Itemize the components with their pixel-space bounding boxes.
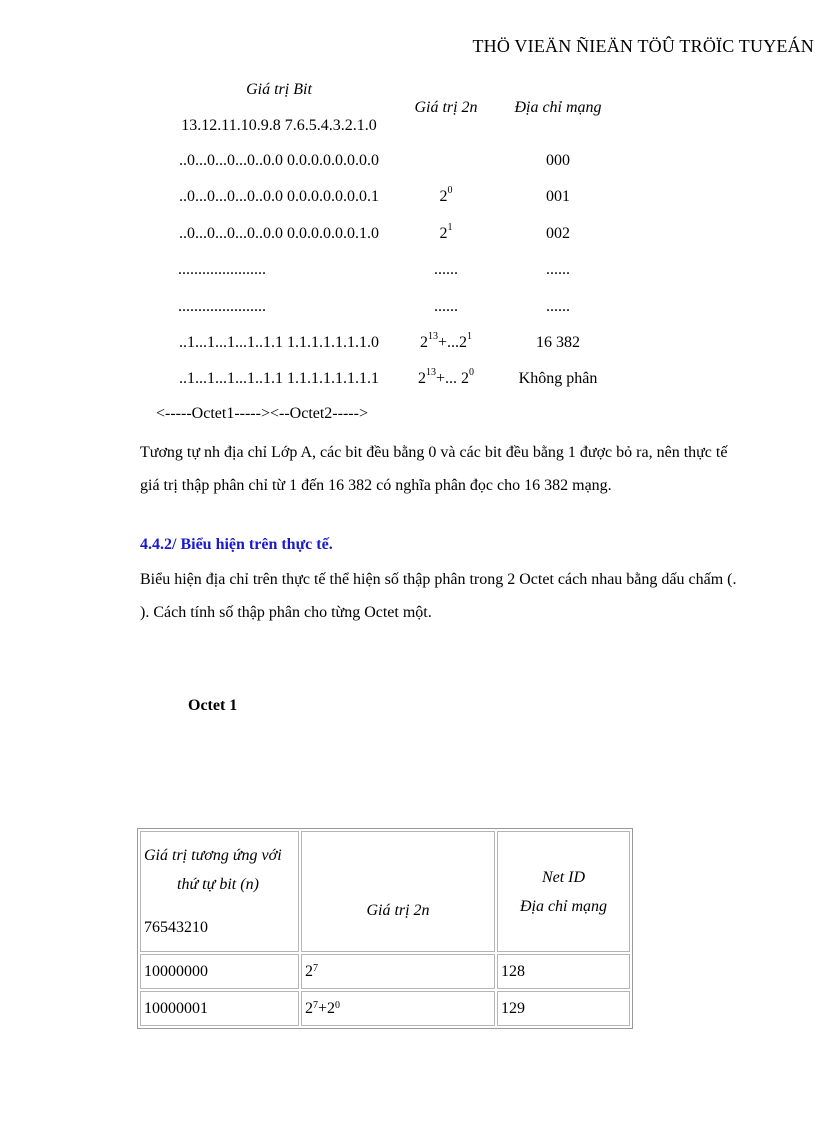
- pow-col-title: Giá trị 2n: [414, 99, 478, 116]
- octet-table: [137, 828, 633, 1029]
- bit-row-addr: 002: [546, 225, 570, 242]
- table-cell-addr: 128: [497, 954, 630, 989]
- bit-row-bits: ......................: [178, 298, 266, 315]
- table-row: [140, 991, 630, 1026]
- table-cell-bits: 10000001: [140, 991, 299, 1026]
- bit-row-pow: ......: [434, 298, 458, 315]
- paragraph-2: Biểu hiện địa chỉ trên thực tế thể hiện số thập phân trong 2 Octet cách nhau bằng dấu chấm (. ). Cách tính số thập phân cho từng Octet một.: [140, 571, 737, 621]
- table-header-bits: [140, 831, 299, 952]
- table-header-netid: [497, 831, 630, 952]
- bit-row-addr: 000: [546, 152, 570, 169]
- bit-row-addr: 16 382: [536, 334, 580, 351]
- bit-col-title: Giá trị Bit: [246, 81, 312, 98]
- table-header-bits-line3: 76543210: [144, 919, 208, 936]
- table-header-netid-line1: Net ID: [541, 868, 586, 886]
- table-header-bits-line2: thứ tự bit (n): [177, 876, 259, 893]
- table-header-netid-line2: Địa chỉ mạng: [519, 897, 608, 915]
- octet-marker: <-----Octet1-----><--Octet2----->: [156, 405, 368, 422]
- bit-col-subtitle: 13.12.11.10.9.8 7.6.5.4.3.2.1.0: [181, 117, 377, 134]
- table-cell-pow: $2^7$: [301, 954, 495, 989]
- bit-row-pow: $2^{13}+$... $2^0$: [417, 367, 475, 387]
- addr-col-title: Địa chỉ mạng: [514, 99, 602, 116]
- table-header-bits-line1: Giá trị tương ứng với: [144, 847, 282, 864]
- table-cell-bits: 10000000: [140, 954, 299, 989]
- bit-row-pow: ......: [434, 261, 458, 278]
- bit-row-bits: ..0...0...0...0..0.0 0.0.0.0.0.0.0.1: [179, 188, 379, 205]
- bit-row-addr: ......: [546, 261, 570, 278]
- bit-row-addr: 001: [546, 188, 570, 205]
- bit-row-addr: ......: [546, 298, 570, 315]
- bit-row-pow: $2^1$: [439, 222, 453, 242]
- table-cell-pow: $2^7+2^0$: [301, 991, 495, 1026]
- bit-row-bits: ..0...0...0...0..0.0 0.0.0.0.0.0.1.0: [179, 225, 379, 242]
- table-row: [140, 954, 630, 989]
- octet-label: Octet 1: [188, 697, 238, 714]
- bit-row-bits: ..1...1...1...1..1.1 1.1.1.1.1.1.1.0: [179, 334, 379, 351]
- bit-row-bits: ..0...0...0...0..0.0 0.0.0.0.0.0.0.0: [179, 152, 379, 169]
- bit-row-bits: ..1...1...1...1..1.1 1.1.1.1.1.1.1.1: [179, 370, 379, 387]
- section-heading: 4.4.2/ Biểu hiện trên thực tế.: [140, 536, 333, 553]
- bit-row-pow: $2^0$: [439, 185, 453, 205]
- page-header: THÖ VIEÄN ÑIEÄN TÖÛ TRÖÏC TUYEÁN: [472, 36, 814, 56]
- bit-row-addr: Không phân: [518, 370, 598, 387]
- table-cell-addr: 129: [497, 991, 630, 1026]
- bit-row-pow: $2^{13}+...2^1$: [419, 331, 473, 351]
- bit-row-bits: ......................: [178, 261, 266, 278]
- paragraph-1: Tương tự nh địa chỉ Lớp A, các bit đều bằng 0 và các bit đều bằng 1 được bỏ ra, nên thực tế giá trị thập phân chỉ từ 1 đến 16 382 có nghĩa phân đọc cho 16 382 mạng.: [140, 444, 728, 494]
- table-header-pow: Giá trị 2n: [301, 831, 495, 952]
- table-header-row: [140, 831, 630, 952]
